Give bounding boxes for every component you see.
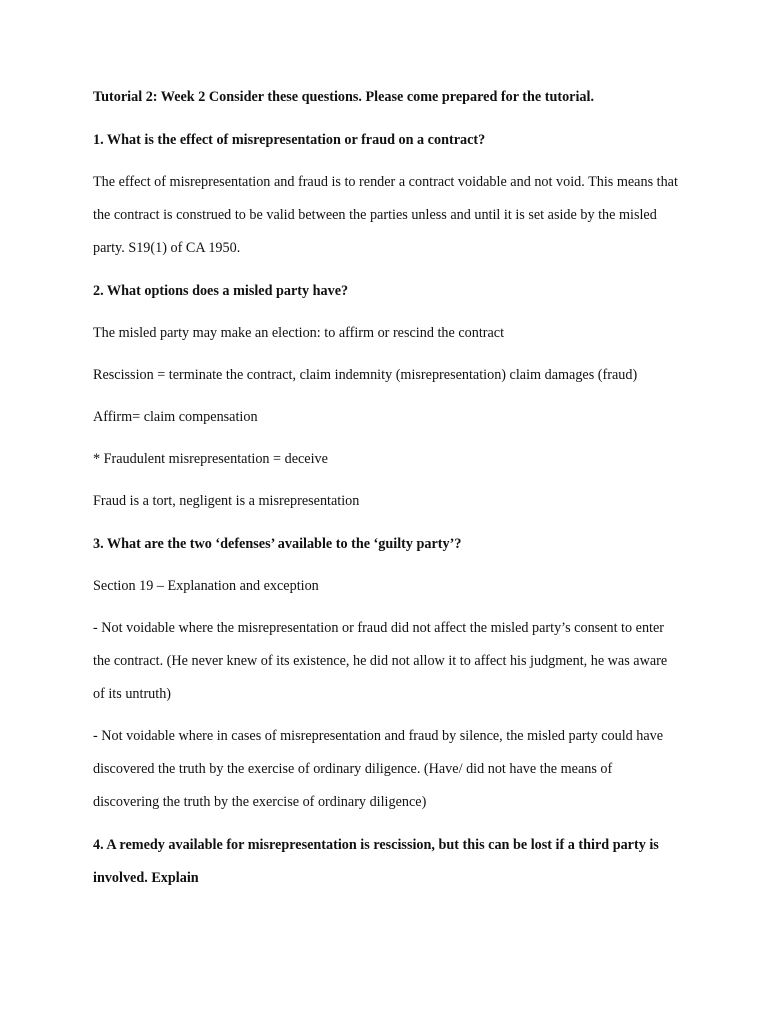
answer-2-rescission: Rescission = terminate the contract, claim indemnity (misrepresentation) claim damages (fraud) (93, 367, 638, 383)
answer-3-defense-2: - Not voidable where in cases of misrepresentation and fraud by silence, the misled party could have discovered the truth by the exercise of ordinary diligence. (Have/ did not have the means of discovering the truth by the exercise of ordinary diligence) (93, 728, 664, 810)
answer-1: The effect of misrepresentation and fraud is to render a contract voidable and not void. This means that the contract is construed to be valid between the parties unless and until it is set aside by the misled party. S19(1) of CA 1950. (93, 174, 678, 256)
answer-3-defense-1: - Not voidable where the misrepresentation or fraud did not affect the misled party’s consent to enter the contract. (He never knew of its existence, he did not allow it to affect his judgment, he was aware of its untruth) (93, 620, 668, 702)
question-4: 4. A remedy available for misrepresentation is rescission, but this can be lost if a third party is involved. Explain (93, 837, 659, 886)
question-3: 3. What are the two ‘defenses’ available to the ‘guilty party’? (93, 536, 462, 552)
answer-2-election: The misled party may make an election: to affirm or rescind the contract (93, 325, 505, 341)
answer-2-tort: Fraud is a tort, negligent is a misrepresentation (93, 493, 360, 509)
question-2: 2. What options does a misled party have? (93, 283, 349, 299)
question-1: 1. What is the effect of misrepresentation or fraud on a contract? (93, 132, 486, 148)
answer-2-affirm: Affirm= claim compensation (93, 409, 258, 425)
answer-2-fraudulent: * Fraudulent misrepresentation = deceive (93, 451, 328, 467)
answer-3-section: Section 19 – Explanation and exception (93, 578, 319, 594)
document-title: Tutorial 2: Week 2 Consider these questions. Please come prepared for the tutorial. (93, 89, 595, 105)
